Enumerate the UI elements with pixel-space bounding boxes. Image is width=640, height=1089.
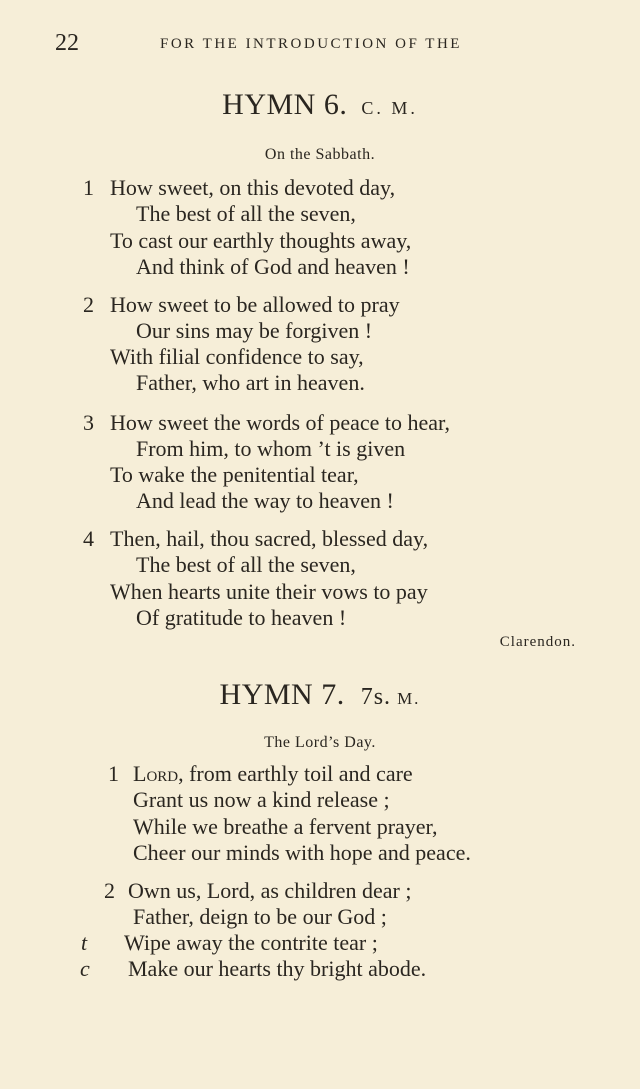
verse-line: Cheer our minds with hope and peace. [133,840,471,865]
hymn-7-meter-suffix: M. [397,689,421,708]
hymn-7-meter-prefix: 7s. [360,684,392,710]
verse-line: When hearts unite their vows to pay [110,579,428,604]
verse-line [133,761,413,787]
hymn-6-subtitle: On the Sabbath. [264,146,376,163]
verse-line: Then, hail, thou sacred, blessed day, [110,526,429,551]
verse-line: To wake the penitential tear, [110,462,359,487]
verse-line: Own us, Lord, as children dear ; [128,878,412,903]
verse-line: Wipe away the contrite tear ; [124,930,378,955]
hymn-7-title [0,678,640,712]
page-number: 22 [55,30,79,56]
verse-line: Of gratitude to heaven ! [136,605,347,630]
verse-line: How sweet, on this devoted day, [110,175,396,200]
stanza-number: 4 [83,526,94,551]
verse-line: Grant us now a kind release ; [133,787,390,812]
verse-line: The best of all the seven, [136,201,356,226]
dynamic-mark: c [80,956,90,981]
running-title: FOR THE INTRODUCTION OF THE [160,36,462,52]
stanza-number: 3 [83,410,94,435]
verse-line: The best of all the seven, [136,552,356,577]
verse-line: How sweet the words of peace to hear, [110,410,450,435]
hymn-6-title-text: HYMN 6. [222,88,348,121]
verse-line: Father, deign to be our God ; [133,904,387,929]
dynamic-mark: t [81,930,88,955]
verse-line: With filial confidence to say, [110,344,364,369]
verse-line: Our sins may be forgiven ! [136,318,373,343]
verse-line: How sweet to be allowed to pray [110,292,400,317]
stanza-number: 1 [108,761,119,786]
lord-small-caps: Lord [133,761,179,786]
verse-line: While we breathe a fervent prayer, [133,814,438,839]
verse-line-rest: , from earthly toil and care [178,761,413,786]
stanza-number: 1 [83,175,94,200]
hymn-6-meter: C. M. [361,98,418,118]
running-head [0,30,640,56]
verse-line: To cast our earthly thoughts away, [110,228,412,253]
attribution: Clarendon. [499,634,576,650]
verse-line: Make our hearts thy bright abode. [128,956,427,981]
hymn-7-title-text: HYMN 7. [219,678,345,711]
verse-line: And lead the way to heaven ! [136,488,394,513]
verse-line: From him, to whom ’t is given [136,436,406,461]
hymn-7-meter [361,684,421,710]
verse-line: Father, who art in heaven. [136,370,365,395]
stanza-number: 2 [104,878,115,903]
stanza-number: 2 [83,292,94,317]
verse-line: And think of God and heaven ! [136,254,410,279]
hymn-6-title [0,88,640,122]
hymn-7-subtitle: The Lord’s Day. [264,734,376,751]
